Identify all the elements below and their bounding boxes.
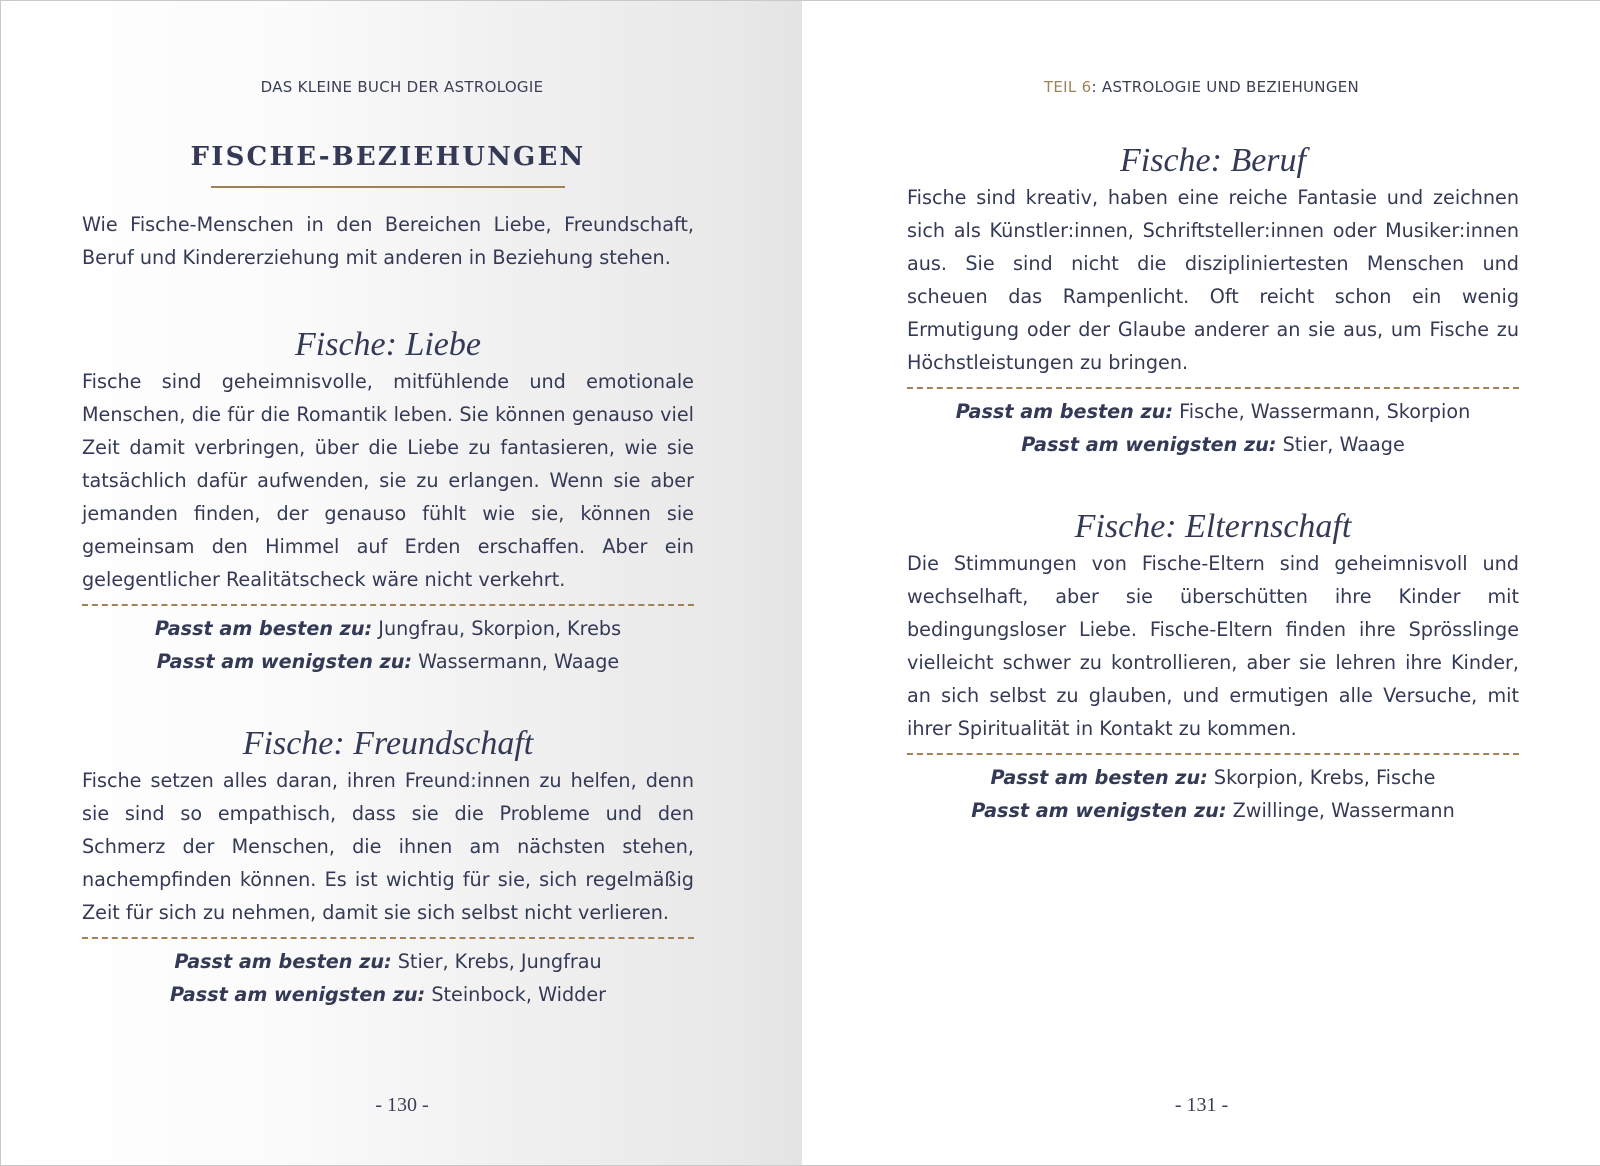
least-match-value: Stier, Waage	[1276, 433, 1405, 456]
part-label: TEIL 6	[1043, 78, 1092, 96]
dashed-divider	[82, 937, 694, 939]
section-heading-elternschaft: Fische: Elternschaft	[1074, 508, 1352, 545]
best-match-elternschaft	[907, 761, 1519, 794]
best-match-label: Passt am besten zu:	[955, 400, 1174, 423]
chapter-underline	[211, 186, 565, 188]
least-match-label: Passt am wenigsten zu:	[1021, 433, 1277, 456]
best-match-label: Passt am besten zu:	[154, 617, 373, 640]
least-match-elternschaft	[907, 794, 1519, 827]
section-heading-beruf: Fische: Beruf	[1120, 142, 1306, 179]
section-text-liebe: Fische sind geheimnisvolle, mitfühlende und emotionale Menschen, die für die Romantik leben. Sie können genauso viel Zeit damit verbringen, über die Liebe zu fantasieren, wie sie tatsächlich dafür aufwenden, sie zu erlangen. Wenn sie aber jemanden finden, der genauso fühlt wie sie, können sie gemeinsam den Himmel auf Erden erschaffen. Aber ein gelegentlicher Realitätscheck wäre nicht verkehrt.	[82, 370, 694, 591]
section-text-elternschaft: Die Stimmungen von Fische-Eltern sind geheimnisvoll und wechselhaft, aber sie überschütten ihre Kinder mit bedingungsloser Liebe. Fische-Eltern finden ihre Sprösslinge vielleicht schwer zu kontrollieren, aber sie lehren ihre Kinder, an sich selbst zu glauben, und ermutigen alle Versuche, mit ihrer Spiritualität in Kontakt zu kommen.	[907, 552, 1519, 740]
left-page	[2, 1, 802, 1165]
best-match-label: Passt am besten zu:	[174, 950, 392, 973]
least-match-label: Passt am wenigsten zu:	[169, 983, 426, 1006]
least-match-value: Zwillinge, Wassermann	[1226, 799, 1455, 822]
least-match-beruf	[907, 428, 1519, 461]
least-match-label: Passt am wenigsten zu:	[971, 799, 1227, 822]
least-match-value: Wassermann, Waage	[412, 650, 620, 673]
section-heading-freundschaft: Fische: Freundschaft	[242, 725, 534, 762]
best-match-beruf	[907, 395, 1519, 428]
least-match-liebe	[82, 645, 694, 678]
running-head-right	[803, 78, 1600, 96]
running-head-left: DAS KLEINE BUCH DER ASTROLOGIE	[260, 78, 544, 96]
left-column	[82, 142, 694, 1011]
dashed-divider	[907, 753, 1519, 755]
page-number-right: - 131 -	[1174, 1094, 1229, 1116]
best-match-liebe	[82, 612, 694, 645]
least-match-freundschaft	[82, 978, 694, 1011]
best-match-value: Fische, Wassermann, Skorpion	[1173, 400, 1471, 423]
page-number-left: - 130 -	[375, 1094, 429, 1116]
part-title: : ASTROLOGIE UND BEZIEHUNGEN	[1091, 78, 1360, 96]
dashed-divider	[907, 387, 1519, 389]
section-heading-liebe: Fische: Liebe	[295, 326, 481, 363]
chapter-intro: Wie Fische-Menschen in den Bereichen Liebe, Freundschaft, Beruf und Kindererziehung mit anderen in Beziehung stehen.	[82, 213, 694, 269]
least-match-label: Passt am wenigsten zu:	[156, 650, 413, 673]
dashed-divider	[82, 604, 694, 606]
best-match-freundschaft	[82, 945, 694, 978]
chapter-title: FISCHE-BEZIEHUNGEN	[190, 142, 586, 172]
best-match-value: Stier, Krebs, Jungfrau	[391, 950, 602, 973]
section-text-freundschaft: Fische setzen alles daran, ihren Freund:innen zu helfen, denn sie sind so empathisch, dass sie die Probleme und den Schmerz der Menschen, die ihnen am nächsten stehen, nachempfinden können. Es ist wichtig für sie, sich regelmäßig Zeit für sich zu nehmen, damit sie sich selbst nicht verlieren.	[82, 769, 694, 924]
right-page	[803, 1, 1600, 1165]
section-text-beruf: Fische sind kreativ, haben eine reiche Fantasie und zeichnen sich als Künstler:innen, Schriftsteller:innen oder Musiker:innen aus. Sie sind nicht die diszipliniertesten Menschen und scheuen das Rampenlicht. Oft reicht schon ein wenig Ermutigung oder der Glaube anderer an sie aus, um Fische zu Höchstleistungen zu bringen.	[907, 186, 1519, 374]
best-match-value: Jungfrau, Skorpion, Krebs	[372, 617, 622, 640]
least-match-value: Steinbock, Widder	[425, 983, 607, 1006]
best-match-value: Skorpion, Krebs, Fische	[1207, 766, 1436, 789]
right-column	[907, 141, 1519, 827]
best-match-label: Passt am besten zu:	[990, 766, 1208, 789]
